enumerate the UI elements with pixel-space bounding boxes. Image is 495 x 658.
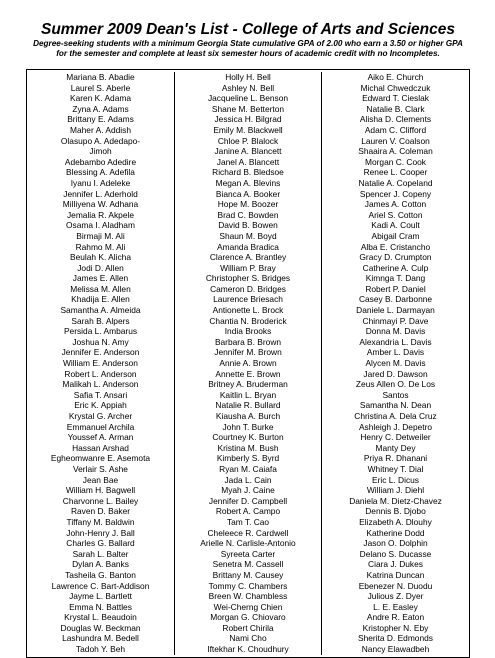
student-name: Alba E. Cristancho [360, 241, 431, 252]
student-name: Dylan A. Banks [72, 559, 129, 570]
student-name: Blessing A. Adefila [66, 167, 135, 178]
student-name: Alycen M. Davis [365, 358, 426, 369]
student-name: Lauren V. Coalson [361, 135, 430, 146]
student-name: Abigail Cram [371, 230, 420, 241]
student-name: Jimoh [89, 146, 112, 157]
page [26, 20, 470, 655]
student-name: Youssef A. Arman [67, 432, 134, 443]
student-name: Lashundra M. Bedell [62, 633, 139, 644]
student-name: Santos [382, 389, 409, 400]
student-name: Chantia N. Broderick [209, 315, 287, 326]
student-name: Richard B. Bledsoe [212, 167, 284, 178]
student-name: Jason O. Dolphin [363, 538, 428, 549]
student-name: Laurence Briesach [213, 294, 283, 305]
student-name: Jada L. Cain [224, 474, 272, 485]
student-name: Karen K. Adama [70, 93, 131, 104]
student-name: Aiko E. Church [367, 72, 424, 82]
student-name: Dennis B. Djobo [365, 506, 426, 517]
student-name: Edward T. Cieslak [362, 93, 429, 104]
student-name: Janine A. Blancett [214, 146, 282, 157]
student-name: Iftekhar K. Choudhury [207, 644, 289, 655]
student-name: Antionette L. Brock [212, 305, 284, 316]
student-name: Krystal L. Beaudoin [64, 612, 137, 623]
student-name: Ryan M. Caiafa [219, 463, 277, 474]
student-name: Brittany M. Causey [212, 569, 284, 580]
student-name: Manty Dey [375, 442, 416, 453]
student-name: Jessica H. Bilgrad [214, 114, 282, 125]
student-name: Tasheila G. Banton [65, 569, 136, 580]
student-name: Natalie A. Copeland [358, 177, 433, 188]
student-name: Myah J. Caine [221, 485, 275, 496]
student-name: Kaitlin L. Bryan [219, 389, 277, 400]
student-name: Morgan G. Chiovaro [210, 612, 286, 623]
student-name: Raven D. Baker [70, 506, 131, 517]
student-name: Chloe P. Blalock [217, 135, 279, 146]
student-name: Melissa M. Allen [70, 283, 131, 294]
student-name: Persida L. Ambarus [63, 326, 138, 337]
student-name: Jennifer E. Anderson [61, 347, 140, 358]
student-name: Robert Chirila [222, 622, 274, 633]
student-name: Arielle N. Carlisle-Antonio [200, 538, 296, 549]
student-name: Shaun M. Boyd [219, 230, 277, 241]
student-name: Eric K. Appiah [74, 400, 127, 411]
student-name: Renee L. Cooper [363, 167, 428, 178]
student-name: Jean Bae [82, 474, 119, 485]
student-name: Jacqueline L. Benson [207, 93, 289, 104]
student-name: Krystal G. Archer [68, 411, 133, 421]
student-name: Breen W. Chambless [208, 591, 288, 602]
student-name: Samantha N. Dean [359, 400, 432, 411]
student-name: Joshua N. Amy [72, 336, 129, 347]
student-name: Natalie R. Bullard [215, 400, 281, 411]
student-name: Ashley N. Bell [221, 82, 275, 93]
student-name: Katherine Dodd [366, 527, 425, 538]
subtitle-line-1: Degree-seeking students with a minimum Georgia State cumulative GPA of 2.00 who earn a 3.50 or higher GPA [33, 39, 463, 48]
student-name: Shaaira A. Coleman [358, 146, 433, 157]
student-name: Kadi A. Coult [371, 220, 420, 231]
student-name: Beulah K. Alicha [70, 252, 131, 263]
student-name: Donna M. Davis [365, 326, 426, 337]
student-name: Henry C. Detweiler [360, 432, 431, 443]
student-name: Zyna A. Adams [72, 103, 129, 114]
student-name: Daniela M. Dietz-Chavez [349, 495, 442, 506]
student-name: Chinmayi P. Dave [362, 315, 429, 326]
student-name: Jennifer M. Brown [214, 347, 282, 358]
student-name: Annie A. Brown [219, 358, 277, 369]
student-name: Delano S. Ducasse [359, 548, 432, 559]
student-name: Tam T. Cao [226, 516, 270, 527]
student-name: John T. Burke [222, 421, 274, 432]
student-name: Bianca A. Booker [215, 188, 281, 199]
student-name: Michal Chwedczuk [360, 82, 431, 93]
student-name: Nancy Elawadbeh [361, 644, 430, 655]
student-name: Ebenezer N. Duodu [358, 580, 433, 591]
student-name: James A. Cotton [364, 199, 427, 210]
student-name: Andre R. Eaton [366, 612, 425, 623]
student-name: Jennifer D. Campbell [208, 495, 288, 506]
student-name: Barbara B. Brown [214, 336, 282, 347]
student-name: Brittany E. Adams [67, 114, 134, 125]
student-name: Spencer J. Copeny [359, 188, 432, 199]
student-name: Emily M. Blackwell [213, 124, 283, 135]
student-name: Robert A. Campo [215, 506, 281, 517]
student-name: Sarah L. Balter [72, 548, 129, 559]
student-name: Ariel S. Cotton [368, 209, 423, 220]
student-name: Charles G. Ballard [66, 538, 135, 549]
student-name: Katrina Duncan [366, 569, 425, 580]
student-name: Douglas W. Beckman [60, 622, 141, 633]
student-name: Sherita D. Edmonds [358, 633, 433, 644]
student-name: Birmaji M. Ali [76, 230, 125, 241]
student-name: Olasupo A. Adedapo- [60, 135, 141, 146]
student-name: Robert L. Anderson [64, 368, 137, 379]
student-name: Kiausha A. Burch [215, 411, 281, 421]
student-name: James E. Allen [72, 273, 129, 284]
student-name: Hope M. Boozer [217, 199, 279, 210]
student-name: Samantha A. Almeida [60, 305, 141, 316]
subtitle-line-2: for the semester and complete at least six semester hours of academic credit with no Incompletes. [56, 49, 440, 58]
student-name: Gracy D. Crumpton [359, 252, 432, 263]
student-name: Malikah L. Anderson [62, 379, 139, 390]
student-name: Catherine A. Culp [362, 262, 429, 273]
page-title: Summer 2009 Dean's List - College of Arts and Sciences [40, 21, 455, 38]
student-name: Brad C. Bowden [217, 209, 279, 220]
student-name: William J. Diehl [366, 485, 425, 496]
student-name: Natalie B. Clark [366, 103, 425, 114]
student-name: David B. Bowen [218, 220, 278, 231]
student-name: Kristopher N. Eby [362, 622, 429, 633]
student-name: Wei-Cherng Chien [213, 601, 283, 612]
student-name: Priya R. Dhanani [363, 453, 428, 464]
student-name: Sarah B. Alpers [71, 315, 130, 326]
student-name: Tommy C. Chambers [208, 580, 288, 591]
student-name: Eric L. Dicus [371, 474, 419, 485]
student-name: Christina A. Dela Cruz [354, 411, 437, 421]
student-name: Safia T. Ansari [73, 389, 128, 400]
student-name: Tiffany M. Baldwin [66, 516, 135, 527]
student-name: Laurel S. Aberle [70, 82, 131, 93]
student-name: William P. Bray [220, 262, 276, 273]
student-name: Nami Cho [229, 633, 267, 644]
student-name: Elizabeth A. Dlouhy [359, 516, 432, 527]
student-name: Iyanu I. Adeleke [70, 177, 131, 188]
student-name: Milliyena W. Adhana [62, 199, 139, 210]
student-name: Janel A. Blancett [216, 156, 280, 167]
student-name: Syreeta Carter [220, 548, 276, 559]
student-name: Daniele L. Darmayan [356, 305, 435, 316]
student-name: Ashleigh J. Depetro [358, 421, 433, 432]
student-name: Whitney T. Dial [367, 463, 424, 474]
student-name: Kimberly S. Byrd [216, 453, 280, 464]
student-name: Jayme L. Bartlett [69, 591, 132, 602]
student-name: Amber L. Davis [366, 347, 425, 358]
student-name: Adam C. Clifford [364, 124, 427, 135]
student-name: Alexandria L. Davis [359, 336, 432, 347]
student-name: Amanda Bradica [217, 241, 279, 252]
names-column-1 [27, 72, 175, 655]
student-name: Tadoh Y. Beh [75, 644, 126, 655]
student-name: India Brooks [224, 326, 272, 337]
student-name: Cameron D. Bridges [210, 283, 286, 294]
student-name: Senetra M. Cassell [212, 559, 284, 570]
student-name: Emma N. Battles [69, 601, 132, 612]
student-name: Courtney K. Burton [212, 432, 284, 443]
student-name: Lawrence C. Bart-Addison [51, 580, 150, 591]
names-column-3 [322, 72, 469, 655]
student-name: Kristina M. Bush [217, 442, 279, 453]
student-name: John-Henry J. Ball [66, 527, 135, 538]
student-name: Kimnga T. Dang [365, 273, 426, 284]
student-name: Clarence A. Brantley [209, 252, 287, 263]
student-name: Holly H. Bell [225, 72, 271, 82]
student-name: Casey B. Darbonne [358, 294, 433, 305]
student-name: Egheomwanre E. Asemota [50, 453, 151, 464]
student-name: Jared D. Dawson [363, 368, 428, 379]
student-name: William E. Anderson [63, 358, 138, 369]
student-name: William H. Bagwell [65, 485, 136, 496]
student-name: Osama I. Aladham [66, 220, 135, 231]
student-name: Morgan C. Cook [365, 156, 426, 167]
student-name: Verlair S. Ashe [73, 463, 128, 474]
student-name: Zeus Allen O. De Los [355, 379, 436, 390]
student-name: Robert P. Daniel [365, 283, 426, 294]
student-name: Charvonne L. Bailey [62, 495, 139, 506]
student-name: Mariana B. Abadie [66, 72, 135, 82]
names-column-2 [175, 72, 322, 655]
student-name: Shane M. Betterton [211, 103, 285, 114]
student-name: Christopher S. Bridges [205, 273, 291, 284]
student-name: Jennifer L. Aderhold [63, 188, 138, 199]
student-name: Maher A. Addish [70, 124, 131, 135]
student-name: Annette E. Brown [215, 368, 281, 379]
student-name: Alisha D. Clements [359, 114, 432, 125]
student-name: Hassan Arshad [72, 442, 129, 453]
student-name: Julious Z. Dyer [367, 591, 424, 602]
deans-list-table [26, 69, 470, 658]
student-name: Megan A. Blevins [215, 177, 281, 188]
student-name: Jodi D. Allen [77, 262, 124, 273]
student-name: Cheleece R. Cardwell [207, 527, 289, 538]
student-name: Adebambo Adedire [64, 156, 137, 167]
student-name: Emmanuel Archila [66, 421, 135, 432]
student-name: Jemalia R. Akpele [66, 209, 135, 220]
student-name: Britney A. Bruderman [208, 379, 288, 390]
student-name: Khadija E. Allen [71, 294, 130, 305]
student-name: L. E. Easley [373, 601, 418, 612]
student-name: Ciara J. Dukes [368, 559, 423, 570]
student-name: Rahmo M. Ali [75, 241, 126, 252]
